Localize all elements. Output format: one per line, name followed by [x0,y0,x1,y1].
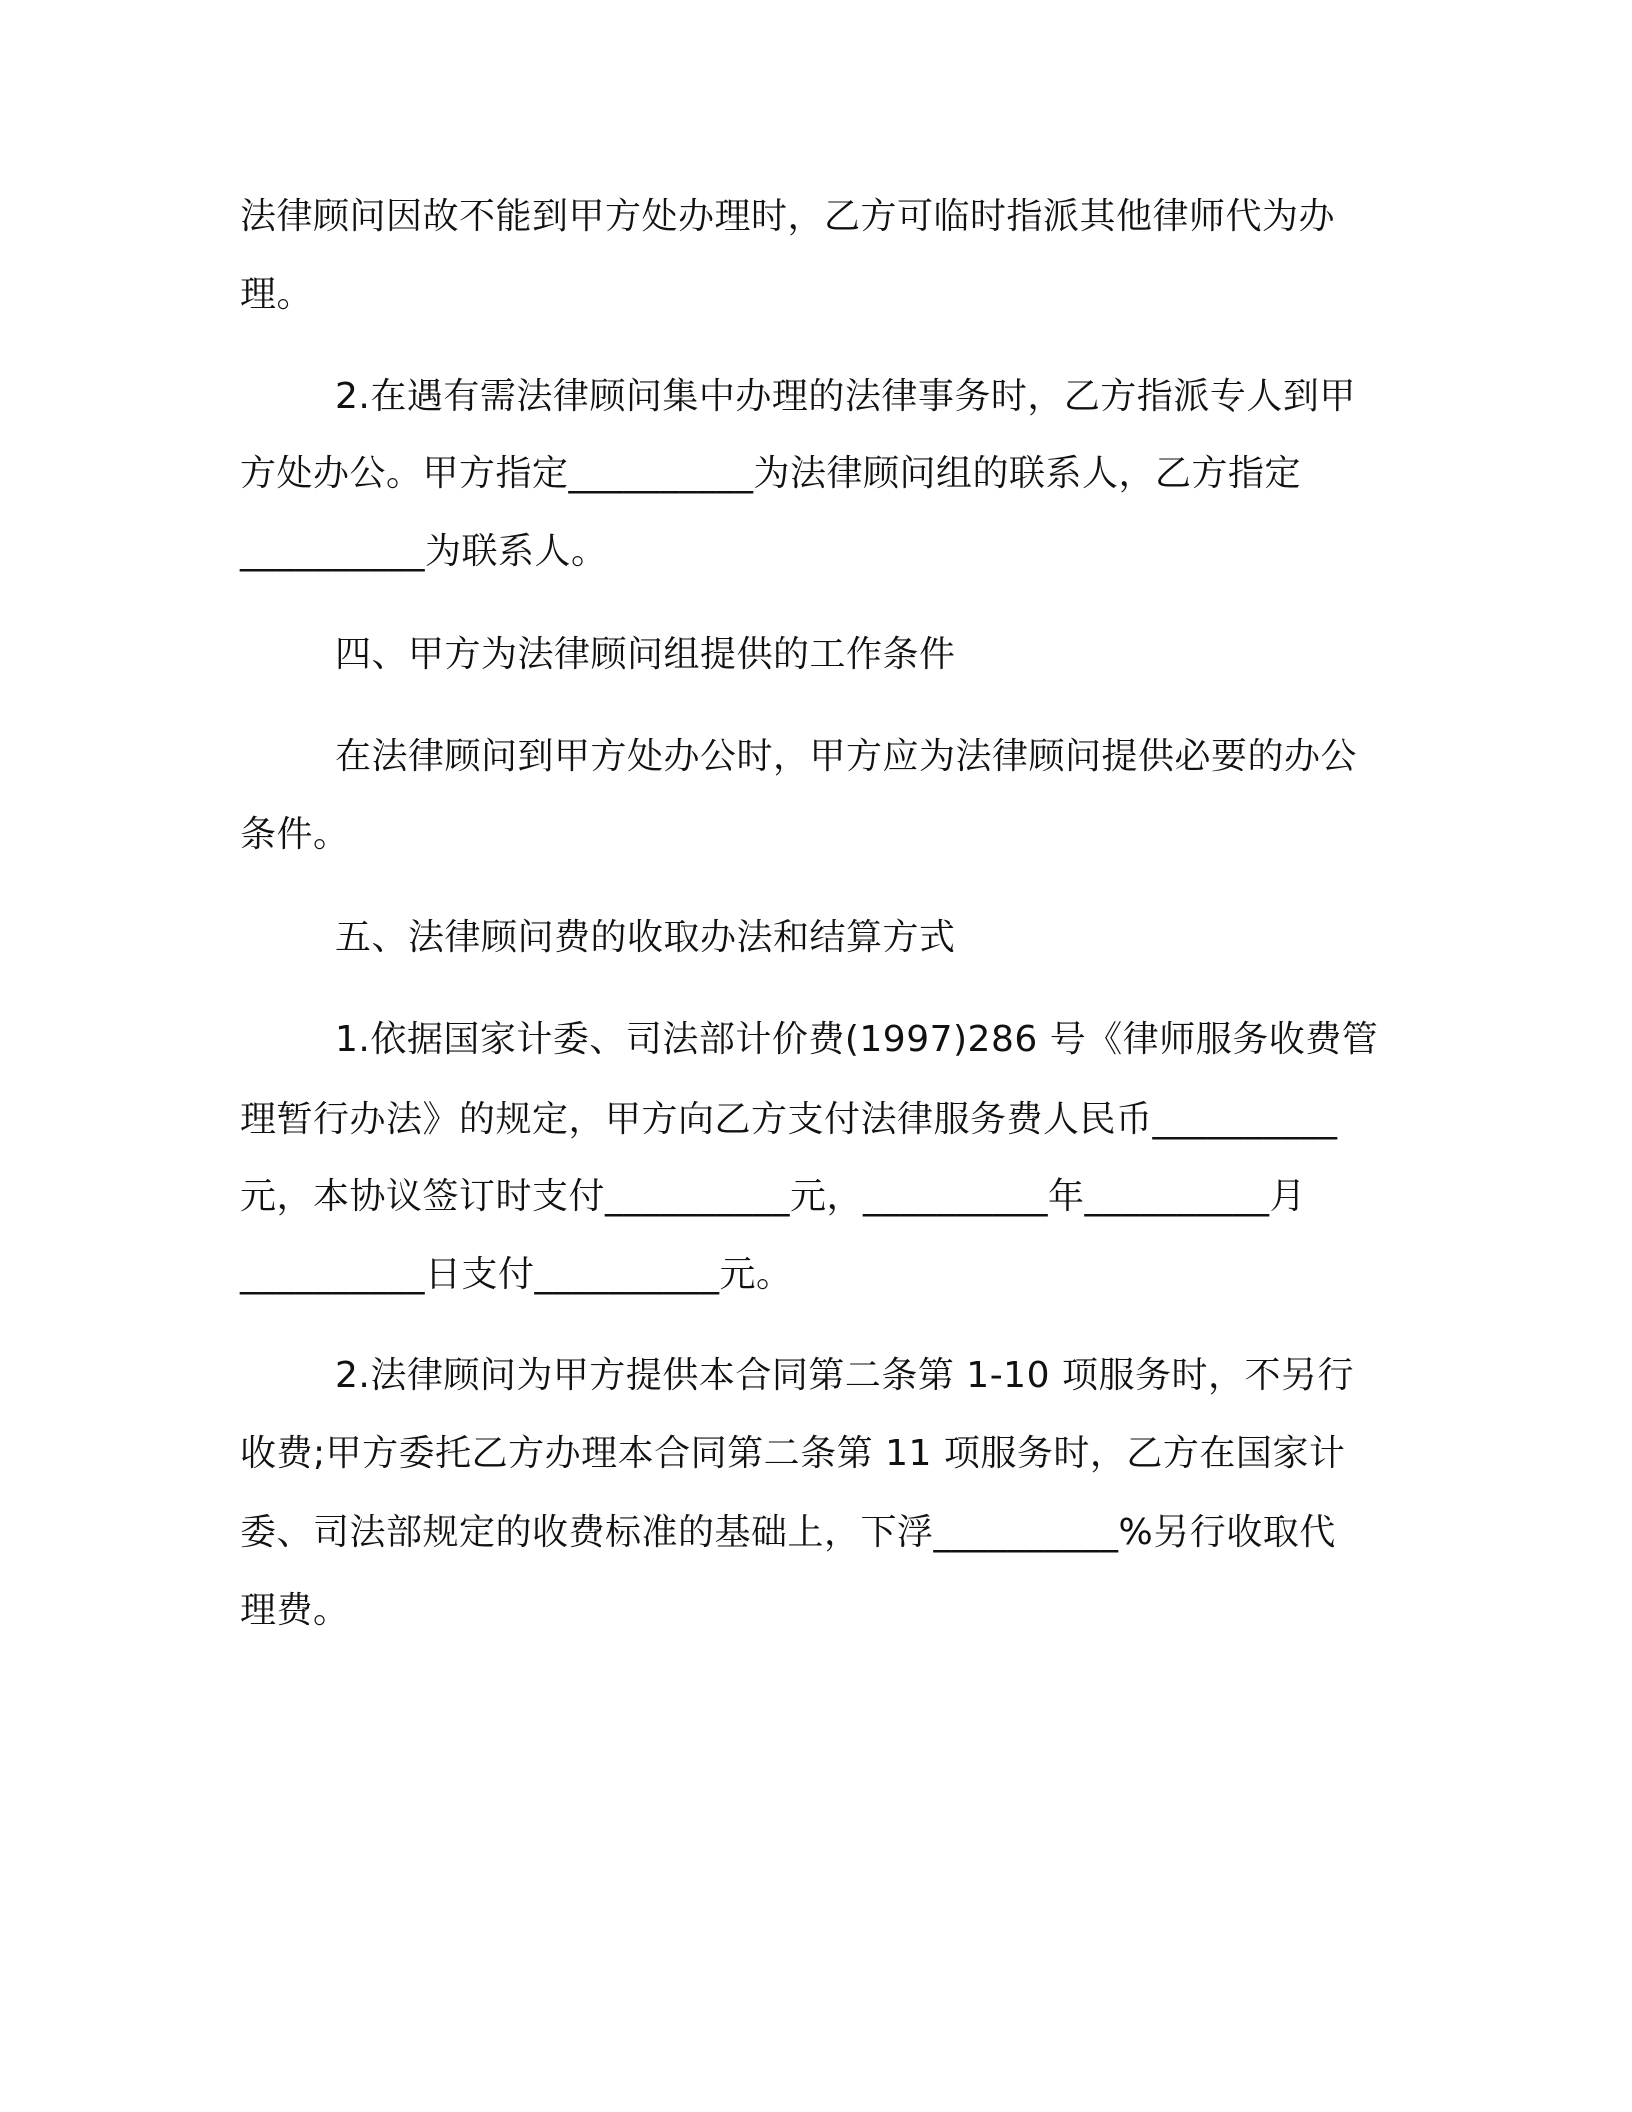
text-line-13: __________日支付__________元。 [240,1254,793,1295]
section-heading-5: 五、法律顾问费的收取办法和结算方式 [335,917,956,958]
text-line-15: 收费;甲方委托乙方办理本合同第二条第 11 项服务时，乙方在国家计 [240,1433,1346,1474]
text-line-2: 理。 [240,274,314,315]
text-line-10: 1.依据国家计委、司法部计价费(1997)286 号《律师服务收费管 [335,1019,1379,1060]
text-line-7: 在法律顾问到甲方处办公时，甲方应为法律顾问提供必要的办公 [335,736,1358,777]
text-line-8: 条件。 [240,814,350,855]
text-line-16: 委、司法部规定的收费标准的基础上，下浮__________%另行收取代 [240,1512,1336,1553]
text-line-14: 2.法律顾问为甲方提供本合同第二条第 1-10 项服务时，不另行 [335,1355,1354,1396]
text-line-11: 理暂行办法》的规定，甲方向乙方支付法律服务费人民币__________ [240,1099,1338,1140]
text-line-12: 元，本协议签订时支付__________元，__________年__________月 [240,1176,1307,1217]
section-heading-4: 四、甲方为法律顾问组提供的工作条件 [335,634,956,675]
text-line-4: 方处办公。甲方指定__________为法律顾问组的联系人，乙方指定 [240,453,1302,494]
text-line-5: __________为联系人。 [240,531,608,572]
text-line-17: 理费。 [240,1590,350,1631]
text-line-3: 2.在遇有需法律顾问集中办理的法律事务时，乙方指派专人到甲 [335,376,1356,417]
text-line-1: 法律顾问因故不能到甲方处办理时，乙方可临时指派其他律师代为办 [240,196,1336,237]
